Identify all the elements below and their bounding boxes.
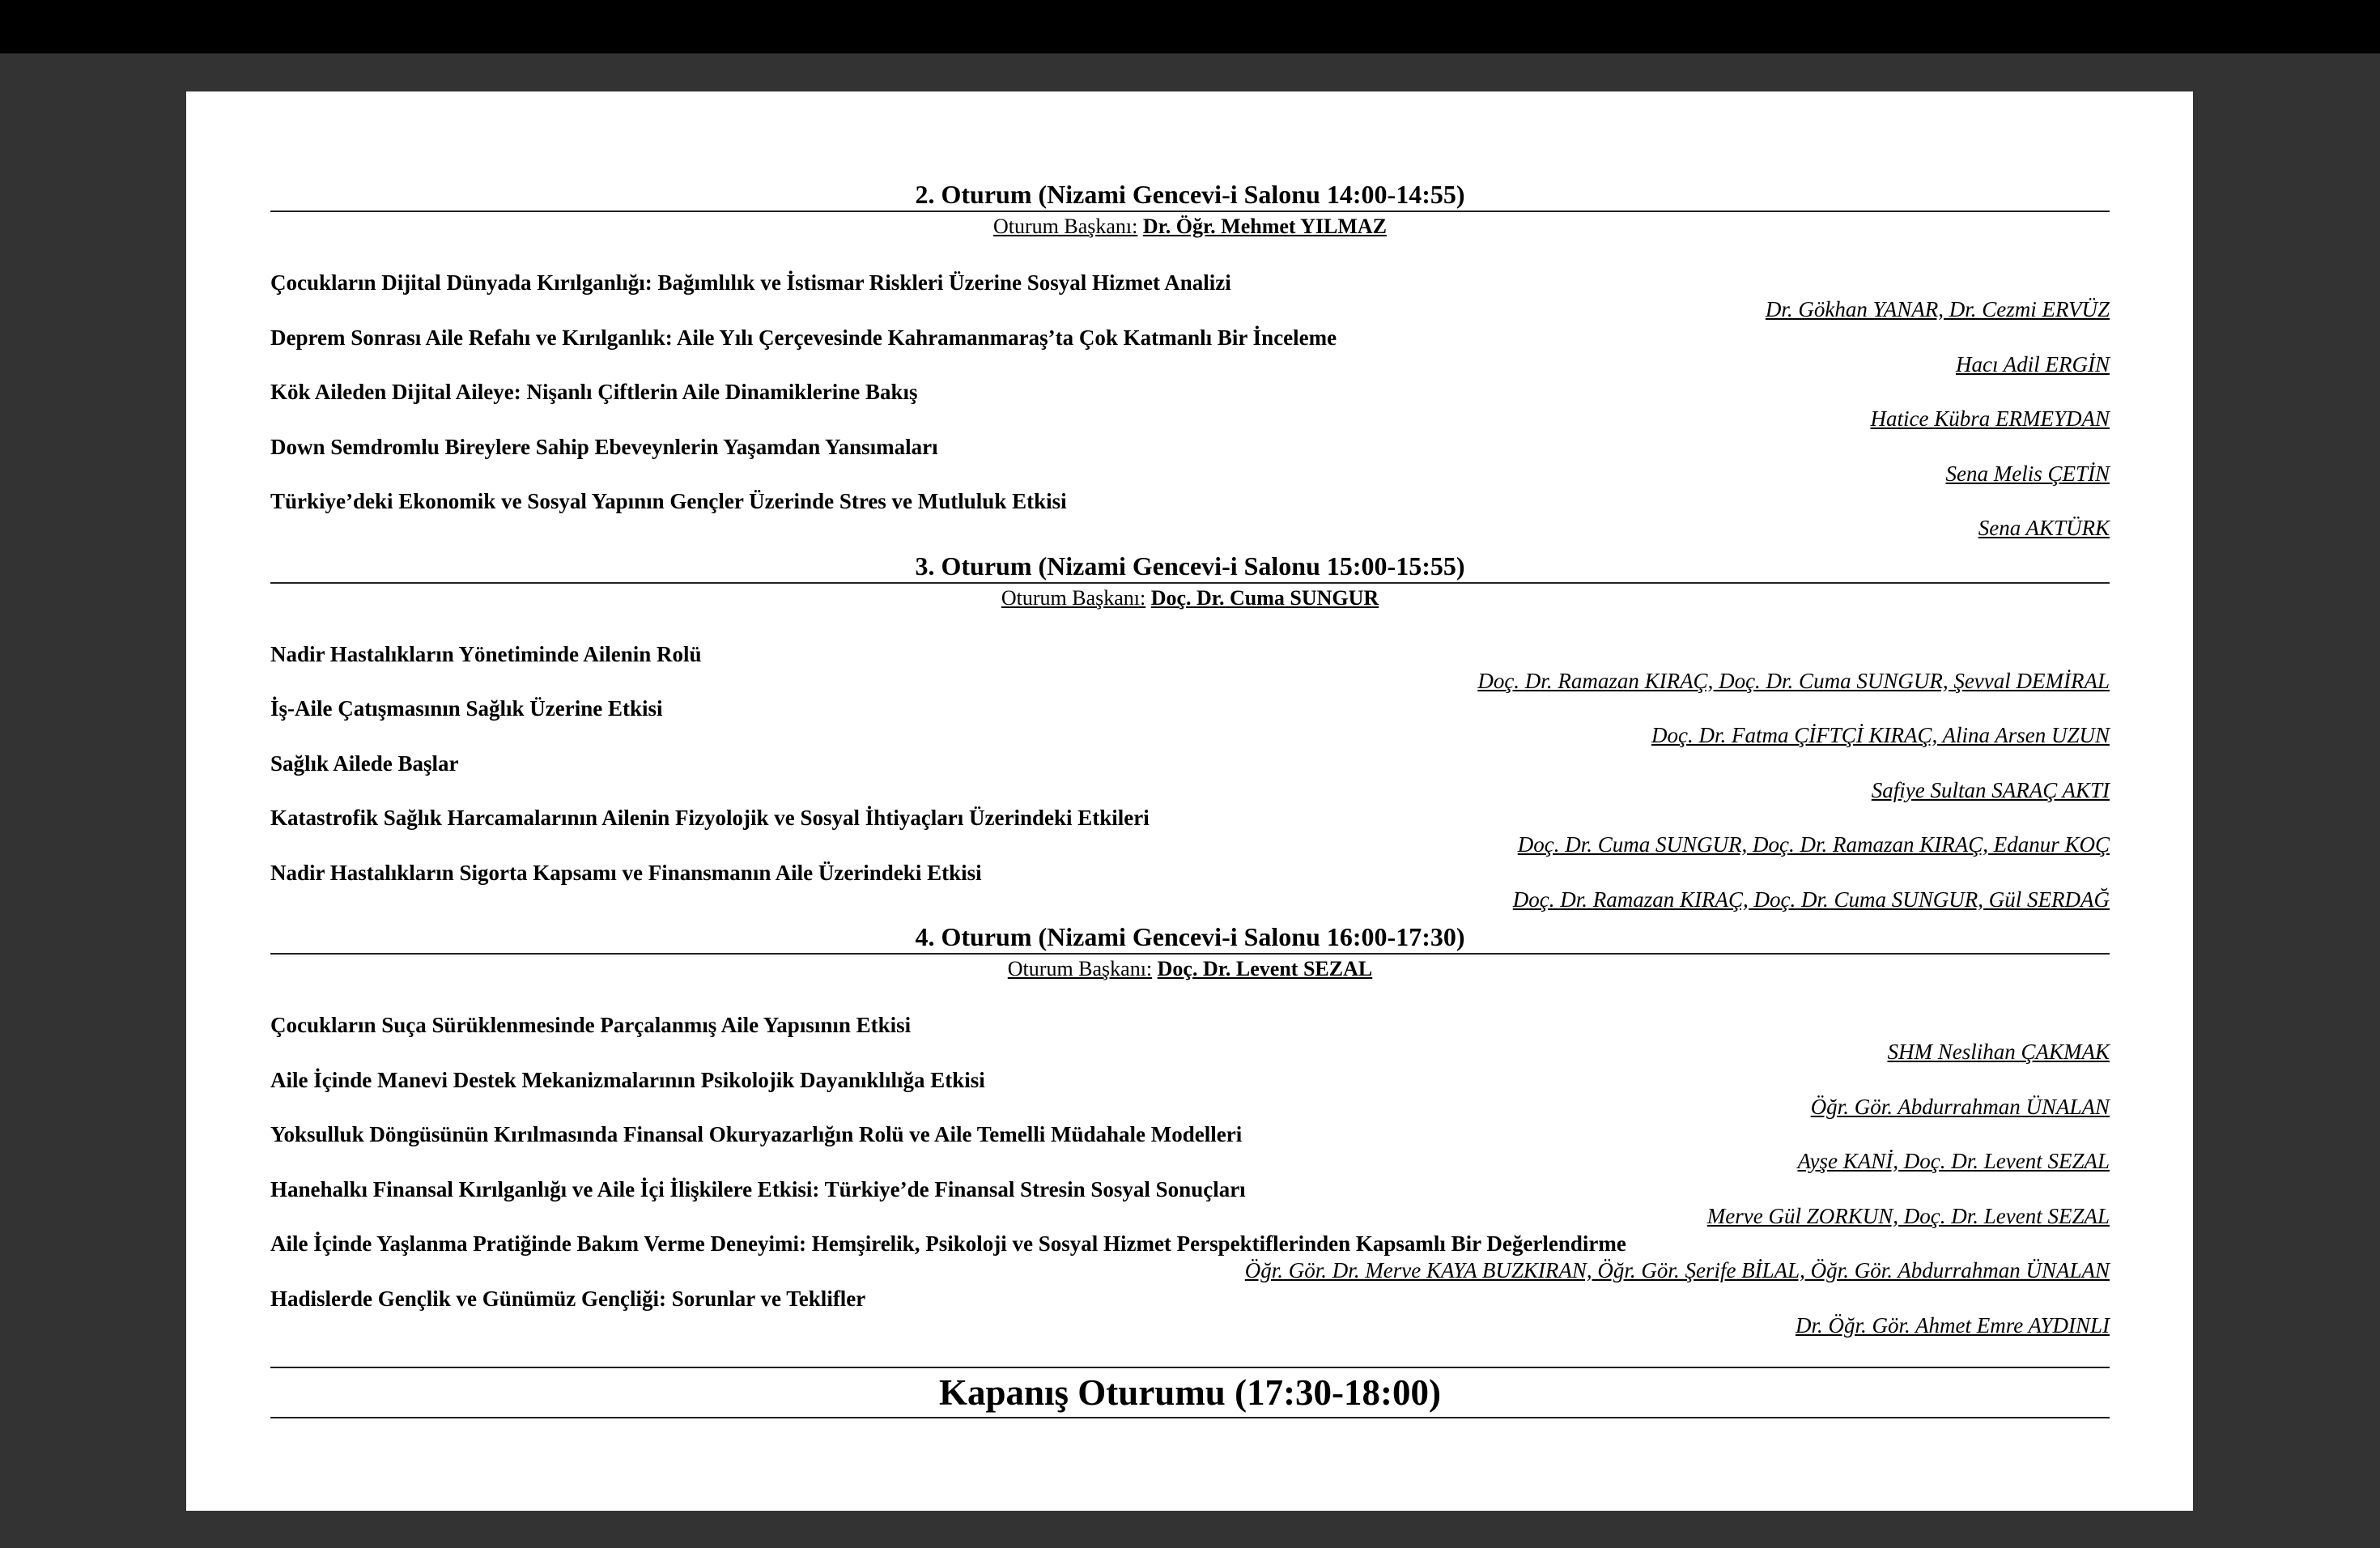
paper-title: Çocukların Suça Sürüklenmesinde Parçalanmış Aile Yapısının Etkisi (270, 1013, 912, 1037)
paper-title: Down Semdromlu Bireylere Sahip Ebeveynlerin Yaşamdan Yansımaları (270, 434, 938, 459)
paper-item (270, 804, 2110, 859)
paper-title: Yoksulluk Döngüsünün Kırılmasında Finansal Okuryazarlığın Rolü ve Aile Temelli Müdahale Modelleri (270, 1122, 1243, 1146)
authors-text: Merve Gül ZORKUN, Doç. Dr. Levent SEZAL (1706, 1203, 2110, 1228)
paper-title: Türkiye’deki Ekonomik ve Sosyal Yapının Gençler Üzerinde Stres ve Mutluluk Etkisi (270, 489, 1067, 513)
paper-item (270, 1066, 2110, 1121)
authors-text: Hatice Kübra ERMEYDAN (1870, 406, 2110, 431)
paper-authors (270, 1203, 2110, 1231)
paper-title: Nadir Hastalıkların Sigorta Kapsamı ve Finansmanın Aile Üzerindeki Etkisi (270, 860, 982, 885)
paper-title: Sağlık Ailede Başlar (270, 751, 459, 776)
paper-item (270, 1011, 2110, 1066)
session-block (270, 178, 2110, 542)
spacer (270, 984, 2110, 1011)
session-block (270, 921, 2110, 1339)
paper-authors (270, 668, 2110, 695)
paper-authors (270, 831, 2110, 859)
paper-authors (270, 1094, 2110, 1121)
authors-text: Sena Melis ÇETİN (1945, 461, 2110, 486)
session-title: 4. Oturum (Nizami Gencevi-i Salonu 16:00-17:30) (270, 921, 2110, 955)
authors-text: Öğr. Gör. Abdurrahman ÜNALAN (1810, 1094, 2110, 1119)
paper-authors (270, 406, 2110, 433)
paper-item (270, 1176, 2110, 1231)
paper-authors (270, 296, 2110, 324)
paper-authors (270, 515, 2110, 542)
authors-text: SHM Neslihan ÇAKMAK (1887, 1040, 2110, 1064)
paper-authors (270, 777, 2110, 805)
document-page (186, 91, 2193, 1511)
paper-title: İş-Aile Çatışmasının Sağlık Üzerine Etkisi (270, 696, 663, 721)
paper-item (270, 269, 2110, 324)
authors-text: Doç. Dr. Fatma ÇİFTÇİ KIRAÇ, Alina Arsen UZUN (1651, 723, 2110, 747)
session-chair (270, 955, 2110, 984)
paper-title: Kök Aileden Dijital Aileye: Nişanlı Çiftlerin Aile Dinamiklerine Bakış (270, 380, 918, 404)
paper-item (270, 1285, 2110, 1340)
paper-item (270, 433, 2110, 488)
spacer (270, 241, 2110, 269)
chair-label: Oturum Başkanı: (1001, 585, 1146, 610)
paper-authors (270, 461, 2110, 488)
paper-title: Nadir Hastalıkların Yönetiminde Ailenin Rolü (270, 641, 702, 666)
paper-item (270, 750, 2110, 805)
authors-text: Doç. Dr. Cuma SUNGUR, Doç. Dr. Ramazan KIRAÇ, Edanur KOÇ (1517, 832, 2110, 857)
chair-label: Oturum Başkanı: (1007, 957, 1153, 980)
session-chair (270, 584, 2110, 613)
paper-title: Aile İçinde Yaşlanma Pratiğinde Bakım Verme Deneyimi: Hemşirelik, Psikoloji ve Sosyal Hizmet Perspektiflerinden Kapsamlı Bir Değerlendirme (270, 1231, 1626, 1256)
chair-label: Oturum Başkanı: (992, 215, 1138, 238)
session-chair (270, 212, 2110, 241)
authors-text: Dr. Gökhan YANAR, Dr. Cezmi ERVÜZ (1765, 297, 2110, 321)
authors-text: Hacı Adil ERGİN (1956, 351, 2110, 376)
paper-authors (270, 1312, 2110, 1340)
paper-authors (270, 1148, 2110, 1176)
viewer-top-bar (0, 0, 2380, 53)
paper-item (270, 1230, 2110, 1285)
paper-title: Hadislerde Gençlik ve Günümüz Gençliği: Sorunlar ve Teklifler (270, 1286, 866, 1311)
paper-item (270, 487, 2110, 542)
chair-name: Doç. Dr. Levent SEZAL (1157, 957, 1373, 980)
closing-session-title: Kapanış Oturumu (17:30-18:00) (270, 1367, 2110, 1418)
session-block (270, 550, 2110, 914)
paper-title: Aile İçinde Manevi Destek Mekanizmalarının Psikolojik Dayanıklılığa Etkisi (270, 1067, 985, 1092)
session-title: 2. Oturum (Nizami Gencevi-i Salonu 14:00-14:55) (270, 178, 2110, 212)
paper-authors (270, 722, 2110, 750)
chair-name: Dr. Öğr. Mehmet YILMAZ (1142, 215, 1387, 238)
paper-authors (270, 887, 2110, 914)
paper-title: Katastrofik Sağlık Harcamalarının Ailenin Fizyolojik ve Sosyal İhtiyaçları Üzerindeki Etkileri (270, 806, 1150, 830)
program-content (270, 178, 2110, 1418)
paper-item (270, 378, 2110, 433)
paper-item (270, 324, 2110, 379)
paper-item (270, 695, 2110, 750)
paper-authors (270, 1257, 2110, 1285)
spacer (270, 613, 2110, 640)
chair-name: Doç. Dr. Cuma SUNGUR (1150, 585, 1379, 610)
authors-text: Safiye Sultan SARAÇ AKTI (1871, 777, 2110, 802)
paper-authors (270, 351, 2110, 379)
paper-item (270, 1121, 2110, 1176)
authors-text: Doç. Dr. Ramazan KIRAÇ, Doç. Dr. Cuma SUNGUR, Gül SERDAĞ (1512, 887, 2110, 912)
paper-title: Çocukların Dijital Dünyada Kırılganlığı: Bağımlılık ve İstismar Riskleri Üzerine Sosyal Hizmet Analizi (270, 270, 1231, 295)
authors-text: Öğr. Gör. Dr. Merve KAYA BUZKIRAN, Öğr. Gör. Şerife BİLAL, Öğr. Gör. Abdurrahman ÜNALAN (1244, 1258, 2110, 1282)
paper-item (270, 859, 2110, 914)
authors-text: Sena AKTÜRK (1978, 516, 2110, 540)
paper-title: Deprem Sonrası Aile Refahı ve Kırılganlık: Aile Yılı Çerçevesinde Kahramanmaraş’ta Çok Katmanlı Bir İnceleme (270, 325, 1337, 350)
paper-item (270, 640, 2110, 695)
authors-text: Ayşe KANİ, Doç. Dr. Levent SEZAL (1797, 1149, 2110, 1173)
authors-text: Dr. Öğr. Gör. Ahmet Emre AYDINLI (1795, 1312, 2110, 1337)
session-title: 3. Oturum (Nizami Gencevi-i Salonu 15:00-15:55) (270, 550, 2110, 584)
authors-text: Doç. Dr. Ramazan KIRAÇ, Doç. Dr. Cuma SUNGUR, Şevval DEMİRAL (1477, 668, 2110, 693)
paper-authors (270, 1039, 2110, 1066)
paper-title: Hanehalkı Finansal Kırılganlığı ve Aile İçi İlişkilere Etkisi: Türkiye’de Finansal Stresin Sosyal Sonuçları (270, 1176, 1246, 1201)
